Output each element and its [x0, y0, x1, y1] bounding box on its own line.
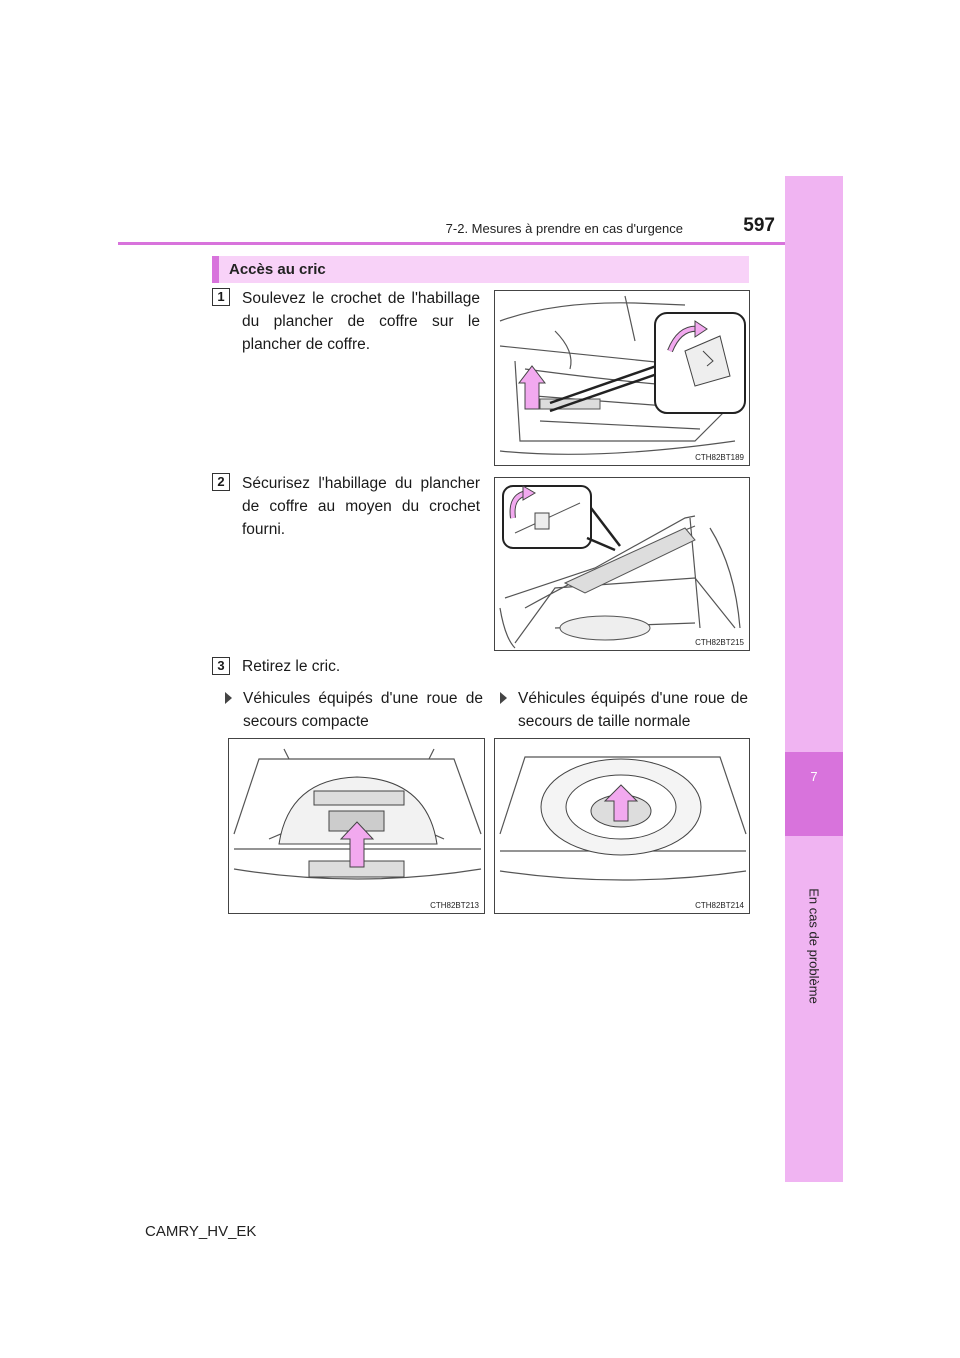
figure-code-1: CTH82BT189 — [695, 453, 744, 462]
figure-compact-spare — [228, 738, 485, 914]
variant-compact-spare-text: Véhicules équipés d'une roue de secours compacte — [243, 690, 483, 730]
chapter-number: 7 — [810, 769, 818, 784]
figure-code-2: CTH82BT215 — [695, 638, 744, 647]
chapter-tab-active — [785, 752, 843, 836]
figure-secure-hook — [494, 477, 750, 651]
bullet-triangle-icon — [500, 692, 507, 704]
step-text-3: Retirez le cric. — [242, 658, 341, 675]
variant-full-size-spare-text: Véhicules équipés d'une roue de secours de taille normale — [518, 690, 748, 730]
full-size-spare-illustration — [495, 739, 750, 914]
figure-lift-hook — [494, 290, 750, 466]
step-text-1: Soulevez le crochet de l'habillage du plancher de coffre sur le plancher de coffre. — [242, 290, 480, 353]
header-rule — [118, 242, 785, 245]
bullet-triangle-icon — [225, 692, 232, 704]
trunk-board-illustration — [495, 478, 750, 651]
section-heading — [212, 256, 749, 283]
figure-code-4: CTH82BT214 — [695, 901, 744, 910]
step-number-3: 3 — [212, 657, 230, 675]
footer-model-code: CAMRY_HV_EK — [145, 1223, 257, 1240]
compact-spare-illustration — [229, 739, 485, 914]
step-number-2: 2 — [212, 473, 230, 491]
figure-code-3: CTH82BT213 — [430, 901, 479, 910]
figure-full-size-spare — [494, 738, 750, 914]
chapter-title: En cas de problème — [806, 888, 822, 1004]
step-text-2: Sécurisez l'habillage du plancher de coffre au moyen du crochet fourni. — [242, 475, 480, 538]
trunk-hook-illustration — [495, 291, 750, 466]
section-heading-text: Accès au cric — [229, 261, 326, 278]
header-section-title: 7-2. Mesures à prendre en cas d'urgence — [445, 221, 683, 236]
page-number: 597 — [743, 215, 775, 236]
chapter-side-tab — [785, 176, 843, 1182]
step-number-1: 1 — [212, 288, 230, 306]
